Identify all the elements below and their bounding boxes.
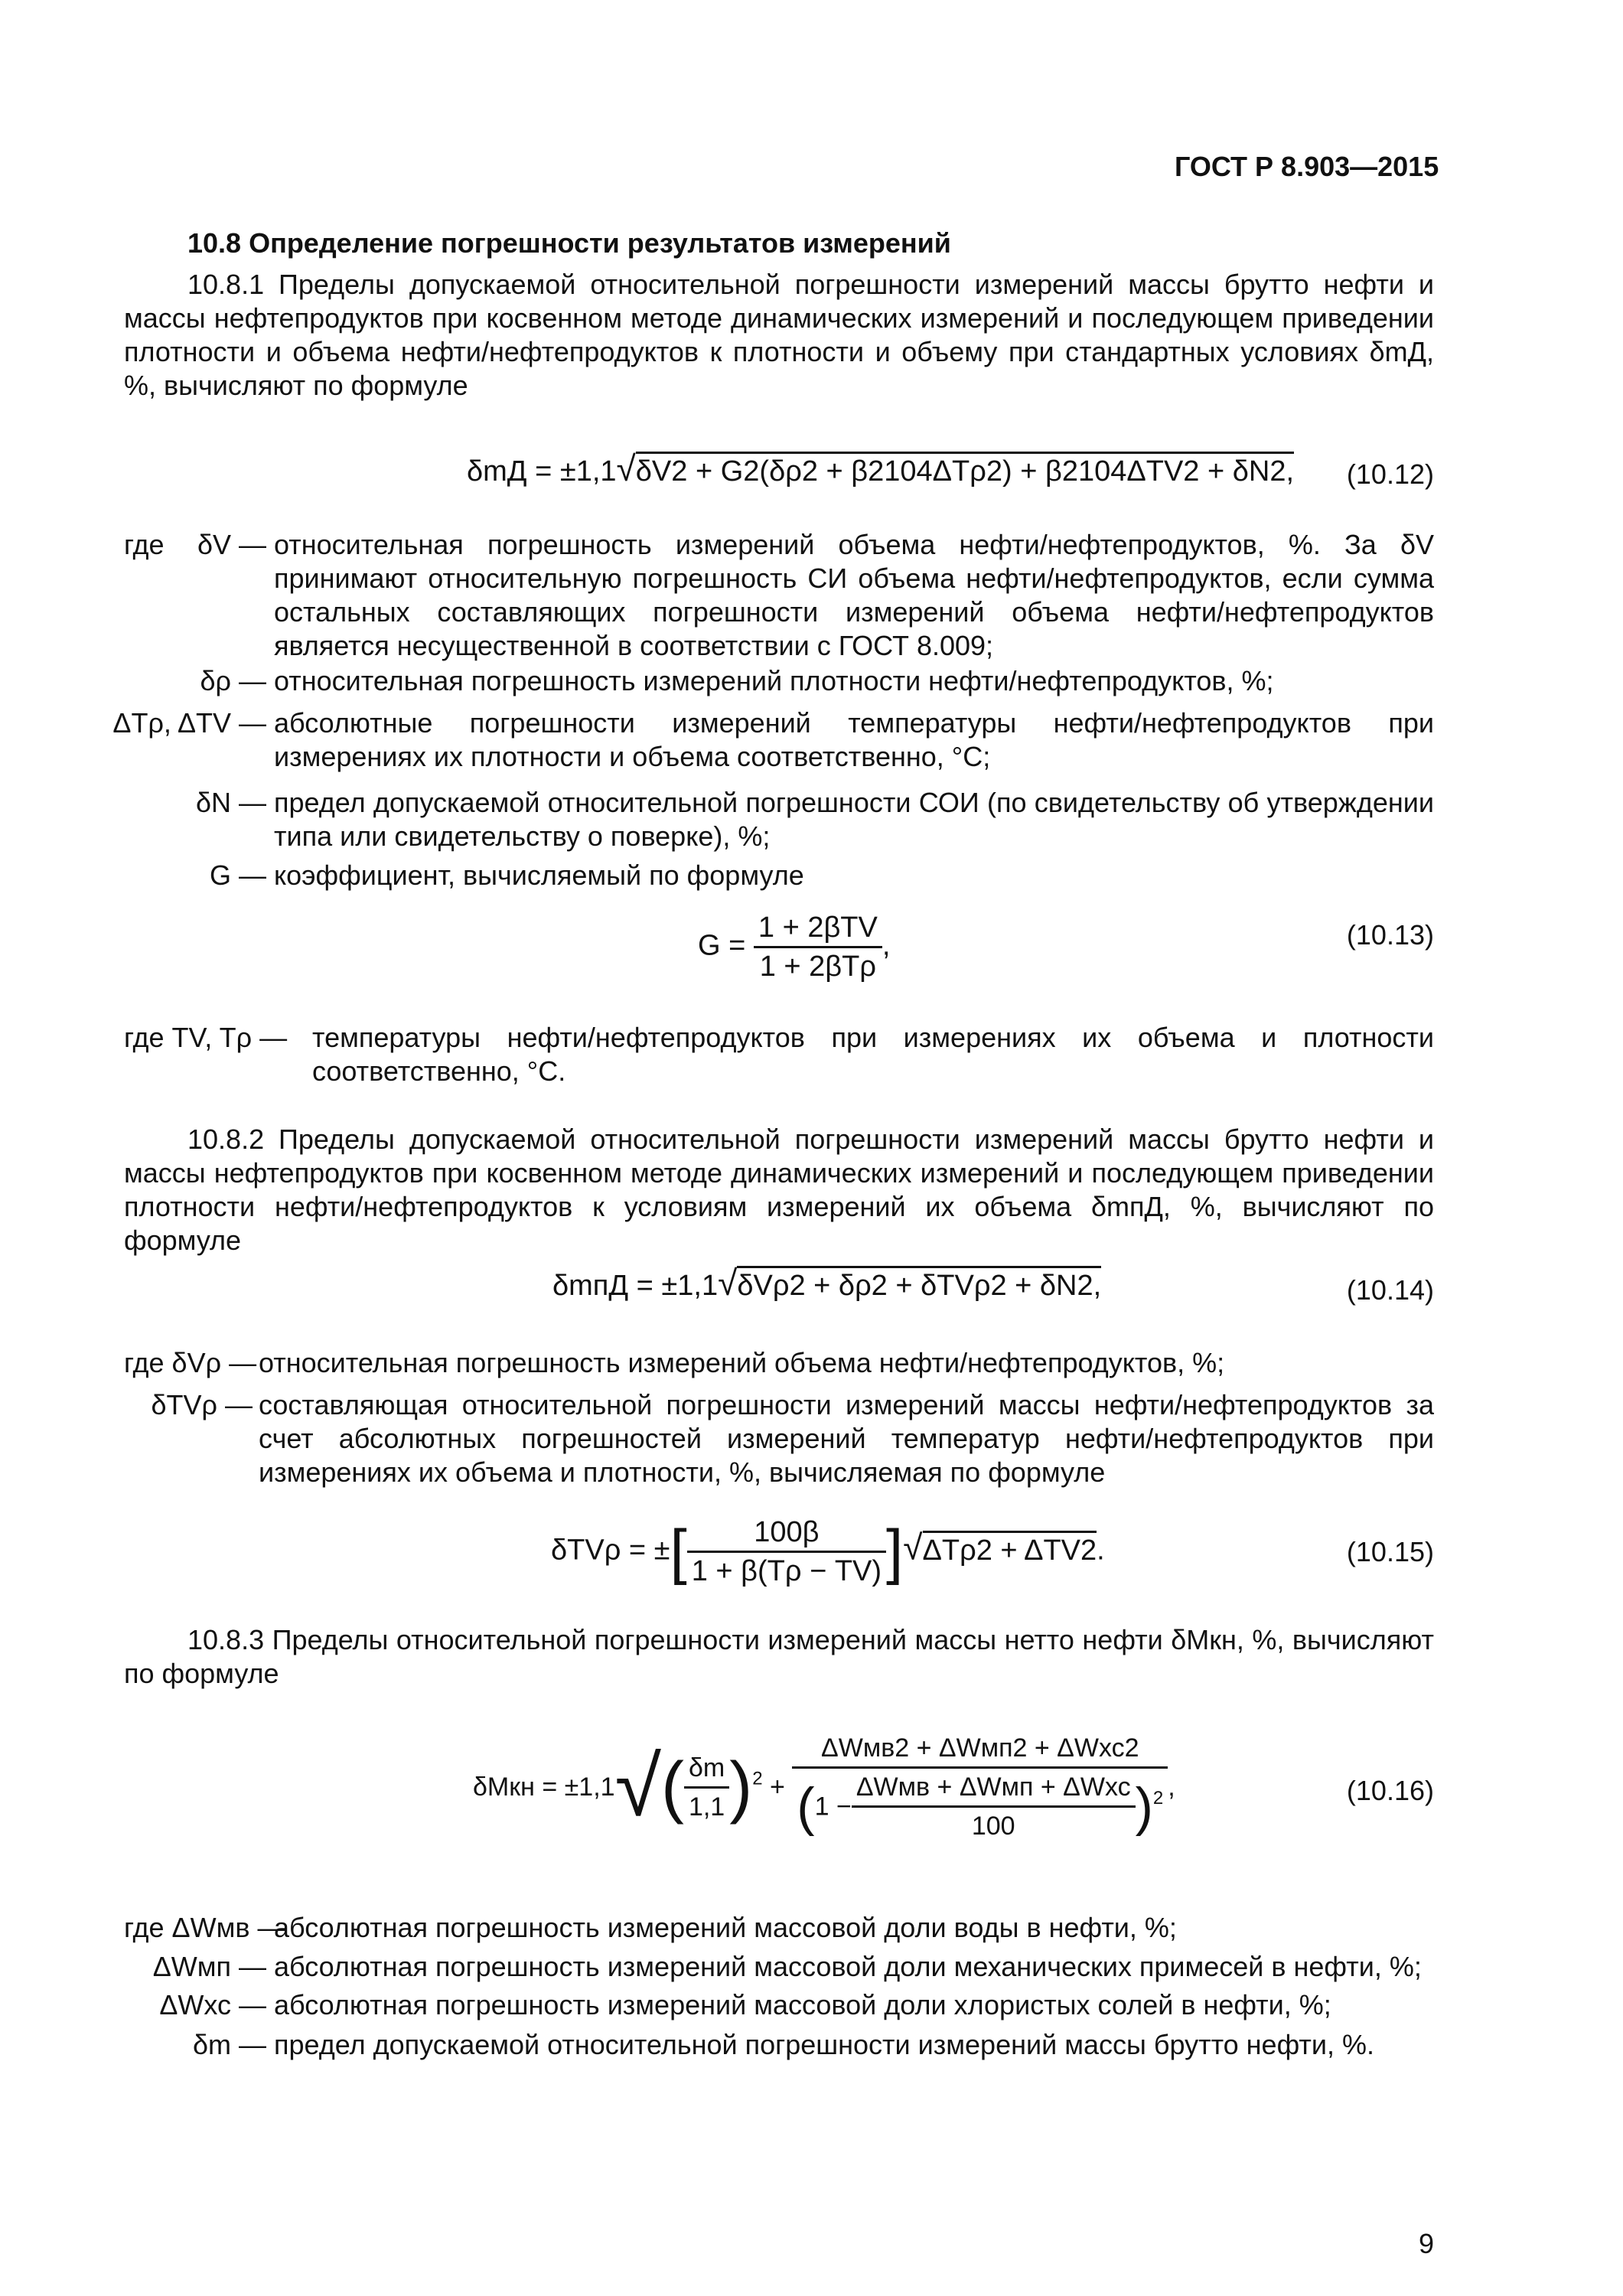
def-text: температуры нефти/нефтепродуктов при измерениях их объема и плотности соответственно, °С. <box>312 1022 1434 1087</box>
def-text: относительная погрешность измерений объема нефти/нефтепродуктов, %. За δV принимают относительную погрешность СИ объема нефти/нефтепродуктов, если сумма остальных составляющих погрешности измерений объема нефти/нефтепродуктов является несущественной в соответствии с ГОСТ 8.009; <box>274 529 1434 661</box>
document-header: ГОСТ Р 8.903—2015 <box>1175 151 1439 182</box>
def-symbol: G — <box>209 859 266 891</box>
formula-lhs: δMкн = ±1,1 <box>473 1773 615 1802</box>
formula-fraction-deep <box>852 1770 1136 1843</box>
def-symbol: δm — <box>192 2029 266 2060</box>
formula-10-13 <box>698 911 890 983</box>
paragraph-10-8-3 <box>124 1623 1434 1691</box>
formula-radicand: ΔTρ2 + ΔTV2 <box>923 1531 1097 1567</box>
def-text: абсолютная погрешность измерений массовой доли воды в нефти, %; <box>274 1912 1177 1943</box>
def-symbol: δρ — <box>200 665 266 696</box>
formula-lhs: δmД = ±1,1 <box>467 455 617 488</box>
fraction-numerator: δm <box>684 1751 729 1789</box>
def-symbol: ΔTρ, ΔTV — <box>112 707 266 739</box>
formula-number: (10.15) <box>1346 1536 1434 1567</box>
def-symbol: δV — <box>197 529 266 560</box>
def-text: предел допускаемой относительной погрешности СОИ (по свидетельству об утверждении типа или свидетельству о поверке), %; <box>274 787 1434 852</box>
formula-number: (10.14) <box>1346 1274 1434 1306</box>
formula-lhs: δTVρ = ± <box>551 1534 670 1567</box>
def-text: относительная погрешность измерений плотности нефти/нефтепродуктов, %; <box>274 665 1274 696</box>
fraction-numerator: 100β <box>687 1515 886 1553</box>
paragraph-text: 10.8.1 Пределы допускаемой относительной погрешности измерений массы брутто нефти и массы нефтепродуктов при косвенном методе динамических измерений и последующем приведении плотности и объема нефти/нефтепродуктов к плотности и объему при стандартных условиях δmД, %, вычисляют по формуле <box>124 269 1434 401</box>
section-title: 10.8 Определение погрешности результатов измерений <box>187 227 951 259</box>
formula-fraction-outer <box>792 1731 1168 1843</box>
formula-10-14: δmпД = ±1,1√δVρ2 + δρ2 + δTVρ2 + δN2, <box>552 1263 1102 1303</box>
formula-number: (10.12) <box>1346 458 1434 490</box>
paragraph-text: 10.8.2 Пределы допускаемой относительной погрешности измерений массы брутто нефти и массы нефтепродуктов при косвенном методе динамических измерений и последующем приведении плотности нефти/нефтепродуктов к условиям измерений их объема δmпД, %, вычисляют по формуле <box>124 1124 1434 1256</box>
where-label: где <box>124 529 165 560</box>
formula-10-16: δMкн = ±1,1√( $\frac{\delta m}{1,1}$ )$^2$ + ΔWмв2 + ΔWмп2 + ΔWхс2 (1 − $\frac{\text{ΔWмв + ΔWмп + ΔWхс}}{100}$ )$^2$ , <box>473 1731 1175 1843</box>
formula-lhs: δmпД = ±1,1 <box>552 1270 719 1302</box>
fraction-denominator: 100 <box>971 1812 1015 1841</box>
formula-10-12: δmД = ±1,1√δV2 + G2(δρ2 + β2104ΔTρ2) + β2104ΔTV2 + δN2, <box>467 448 1295 488</box>
fraction-numerator: ΔWмв2 + ΔWмп2 + ΔWхс2 <box>792 1731 1168 1769</box>
formula-tail: . <box>1097 1534 1105 1567</box>
def-symbol: ΔWмп — <box>152 1951 266 1982</box>
formula-number: (10.16) <box>1346 1775 1434 1806</box>
def-symbol: δTVρ — <box>151 1389 253 1420</box>
page-number: 9 <box>1418 2228 1434 2259</box>
formula-10-15: δTVρ = ±[ $\frac{100\beta}{1 + \beta(T\rho - TV)}$ ]√ΔTρ2 + ΔTV2. <box>551 1516 1105 1587</box>
def-symbol: где ΔWмв — <box>124 1912 285 1943</box>
formula-fraction <box>687 1515 886 1588</box>
def-text: составляющая относительной погрешности измерений массы нефти/нефтепродуктов за счет абсолютных погрешностей измерений температур нефти/нефтепродуктов при измерениях их объема и плотности, %, вычисляемая по формуле <box>259 1389 1434 1488</box>
formula-tail: , <box>882 929 891 962</box>
def-text: абсолютные погрешности измерений температуры нефти/нефтепродуктов при измерениях их плотности и объема соответственно, °С; <box>274 707 1434 772</box>
paragraph-10-8-2 <box>124 1123 1434 1257</box>
def-symbol: где δVρ — <box>124 1347 257 1378</box>
def-symbol: δN — <box>195 787 266 818</box>
formula-tail: , <box>1168 1773 1175 1802</box>
fraction-numerator: 1 + 2βTV <box>754 911 882 948</box>
fraction-numerator: ΔWмв + ΔWмп + ΔWхс <box>852 1770 1136 1808</box>
paragraph-10-8-1 <box>124 268 1434 403</box>
formula-radicand: δV2 + G2(δρ2 + β2104ΔTρ2) + β2104ΔTV2 + δN2, <box>636 452 1294 488</box>
def-text: относительная погрешность измерений объема нефти/нефтепродуктов, %; <box>259 1347 1225 1378</box>
def-symbol: где TV, Tρ — <box>124 1022 288 1053</box>
fraction-denominator: (1 − $\frac{\text{ΔWмв + ΔWмп + ΔWхс}}{100}$ )$^2$ <box>792 1769 1168 1843</box>
formula-fraction-inner <box>684 1751 729 1824</box>
def-symbol: ΔWхс — <box>159 1989 266 2020</box>
fraction-denominator: 1,1 <box>688 1792 725 1821</box>
formula-radicand: δVρ2 + δρ2 + δTVρ2 + δN2, <box>737 1266 1101 1302</box>
formula-number: (10.13) <box>1346 919 1434 951</box>
def-text: абсолютная погрешность измерений массовой доли механических примесей в нефти, %; <box>274 1951 1422 1982</box>
fraction-denominator: 1 + 2βTρ <box>759 951 876 983</box>
formula-fraction <box>754 911 882 983</box>
def-text: коэффициент, вычисляемый по формуле <box>274 859 804 891</box>
def-text: абсолютная погрешность измерений массовой доли хлористых солей в нефти, %; <box>274 1989 1331 2020</box>
paragraph-text: 10.8.3 Пределы относительной погрешности измерений массы нетто нефти δMкн, %, вычисляют по формуле <box>124 1624 1434 1689</box>
one-minus: 1 − <box>814 1792 852 1821</box>
def-text: предел допускаемой относительной погрешности измерений массы брутто нефти, %. <box>274 2029 1375 2060</box>
formula-lhs: G = <box>698 929 746 962</box>
fraction-denominator: 1 + β(Tρ − TV) <box>691 1555 882 1587</box>
